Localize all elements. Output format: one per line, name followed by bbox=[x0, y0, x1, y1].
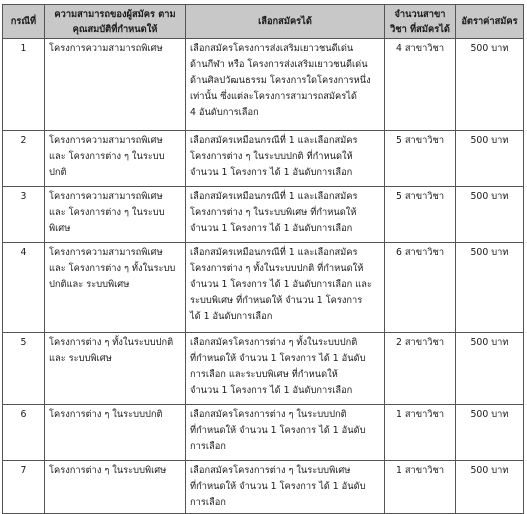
table-body bbox=[3, 39, 524, 514]
qualification-cell: โครงการต่าง ๆ ในระบบปกติ bbox=[45, 405, 186, 461]
choice-line: การเลือก bbox=[190, 441, 226, 452]
choice-line: โครงการต่าง ๆ ในระบบพิเศษ ที่กำหนดให้ bbox=[190, 207, 357, 218]
choice-line: ด้านกีฬา หรือ โครงการส่งเสริมเยาวชนดีเด่น bbox=[190, 59, 368, 70]
header-qualification: ความสามารถของผู้สมัคร ตามคุณสมบัติที่กำหนดให้ bbox=[45, 5, 186, 39]
choice-line: เลือกสมัครโครงการต่าง ๆ ในระบบพิเศษ bbox=[190, 465, 351, 476]
choice-line: จำนวน 1 โครงการ ได้ 1 อันดับการเลือก bbox=[190, 223, 353, 234]
choice-line: เท่านั้น ซึ่งแต่ละโครงการสามารถสมัครได้ bbox=[190, 91, 357, 102]
case-number-cell: 1 bbox=[3, 39, 45, 131]
table-row bbox=[3, 131, 524, 187]
choice-line: จำนวน 1 โครงการ ได้ 1 อันดับการเลือก bbox=[190, 167, 353, 178]
application-fee-cell: 500 บาท bbox=[456, 333, 524, 405]
qualification-cell: โครงการต่าง ๆ ทั้งในระบบปกติและ ระบบพิเศษ bbox=[45, 333, 186, 405]
application-choice-cell bbox=[186, 39, 385, 131]
qualification-cell: โครงการความสามารถพิเศษ bbox=[45, 39, 186, 131]
application-fee-cell: 500 บาท bbox=[456, 405, 524, 461]
application-choice-cell bbox=[186, 187, 385, 243]
case-number-cell: 2 bbox=[3, 131, 45, 187]
table-row bbox=[3, 405, 524, 461]
field-count-cell: 4 สาขาวิชา bbox=[385, 39, 456, 131]
choice-line: เลือกสมัครโครงการส่งเสริมเยาวชนดีเด่น bbox=[190, 43, 354, 54]
choice-line: ระบบพิเศษ ที่กำหนดให้ จำนวน 1 โครงการ bbox=[190, 295, 363, 306]
header-application-fee: อัตราค่าสมัคร bbox=[456, 5, 524, 39]
case-number-cell: 5 bbox=[3, 333, 45, 405]
qualification-cell: โครงการความสามารถพิเศษ และ โครงการต่าง ๆ ทั้งในระบบปกติและ ระบบพิเศษ bbox=[45, 243, 186, 333]
qualification-cell: โครงการความสามารถพิเศษ และ โครงการต่าง ๆ ในระบบปกติ bbox=[45, 131, 186, 187]
case-number-cell: 4 bbox=[3, 243, 45, 333]
case-number-cell: 7 bbox=[3, 461, 45, 514]
application-choice-cell bbox=[186, 131, 385, 187]
application-choice-cell bbox=[186, 333, 385, 405]
choice-line: ได้ 1 อันดับการเลือก bbox=[190, 311, 273, 322]
header-case-number: กรณีที่ bbox=[3, 5, 45, 39]
application-fee-cell: 500 บาท bbox=[456, 39, 524, 131]
table-row bbox=[3, 39, 524, 131]
choice-line: ที่กำหนดให้ จำนวน 1 โครงการ ได้ 1 อันดับ bbox=[190, 425, 366, 436]
table-row bbox=[3, 333, 524, 405]
choice-line: เลือกสมัครโครงการต่าง ๆ ทั้งในระบบปกติ bbox=[190, 337, 358, 348]
field-count-cell: 5 สาขาวิชา bbox=[385, 131, 456, 187]
field-count-cell: 1 สาขาวิชา bbox=[385, 461, 456, 514]
choice-line: ที่กำหนดให้ จำนวน 1 โครงการ ได้ 1 อันดับ bbox=[190, 353, 366, 364]
choice-line: การเลือก bbox=[190, 497, 226, 508]
application-cases-table bbox=[2, 4, 524, 514]
choice-line: โครงการต่าง ๆ ในระบบปกติ ที่กำหนดให้ bbox=[190, 151, 353, 162]
choice-line: เลือกสมัครโครงการต่าง ๆ ในระบบปกติ bbox=[190, 409, 347, 420]
choice-line: การเลือก และระบบพิเศษ ที่กำหนดให้ bbox=[190, 369, 338, 380]
case-number-cell: 3 bbox=[3, 187, 45, 243]
application-choice-cell bbox=[186, 405, 385, 461]
header-row bbox=[3, 5, 524, 39]
choice-line: ด้านศิลปวัฒนธรรม โครงการใดโครงการหนึ่ง bbox=[190, 75, 371, 86]
field-count-cell: 6 สาขาวิชา bbox=[385, 243, 456, 333]
table-row bbox=[3, 461, 524, 514]
application-choice-cell bbox=[186, 461, 385, 514]
case-number-cell: 6 bbox=[3, 405, 45, 461]
choice-line: เลือกสมัครเหมือนกรณีที่ 1 และเลือกสมัคร bbox=[190, 135, 358, 146]
table-row bbox=[3, 243, 524, 333]
choice-line: ที่กำหนดให้ จำนวน 1 โครงการ ได้ 1 อันดับ bbox=[190, 481, 366, 492]
application-choice-cell bbox=[186, 243, 385, 333]
application-fee-cell: 500 บาท bbox=[456, 243, 524, 333]
choice-line: เลือกสมัครเหมือนกรณีที่ 1 และเลือกสมัคร bbox=[190, 247, 358, 258]
choice-line: เลือกสมัครเหมือนกรณีที่ 1 และเลือกสมัคร bbox=[190, 191, 358, 202]
application-fee-cell: 500 บาท bbox=[456, 131, 524, 187]
field-count-cell: 5 สาขาวิชา bbox=[385, 187, 456, 243]
application-fee-cell: 500 บาท bbox=[456, 187, 524, 243]
application-fee-cell: 500 บาท bbox=[456, 461, 524, 514]
qualification-cell: โครงการต่าง ๆ ในระบบพิเศษ bbox=[45, 461, 186, 514]
field-count-cell: 1 สาขาวิชา bbox=[385, 405, 456, 461]
qualification-cell: โครงการความสามารถพิเศษ และ โครงการต่าง ๆ ในระบบพิเศษ bbox=[45, 187, 186, 243]
header-application-choice: เลือกสมัครได้ bbox=[186, 5, 385, 39]
choice-line: จำนวน 1 โครงการ ได้ 1 อันดับการเลือก bbox=[190, 385, 353, 396]
choice-line: โครงการต่าง ๆ ทั้งในระบบปกติ ที่กำหนดให้ bbox=[190, 263, 364, 274]
header-field-count: จำนวนสาขาวิชา ที่สมัครได้ bbox=[385, 5, 456, 39]
field-count-cell: 2 สาขาวิชา bbox=[385, 333, 456, 405]
choice-line: จำนวน 1 โครงการ ได้ 1 อันดับการเลือก และ bbox=[190, 279, 372, 290]
choice-line: 4 อันดับการเลือก bbox=[190, 107, 259, 118]
table-row bbox=[3, 187, 524, 243]
